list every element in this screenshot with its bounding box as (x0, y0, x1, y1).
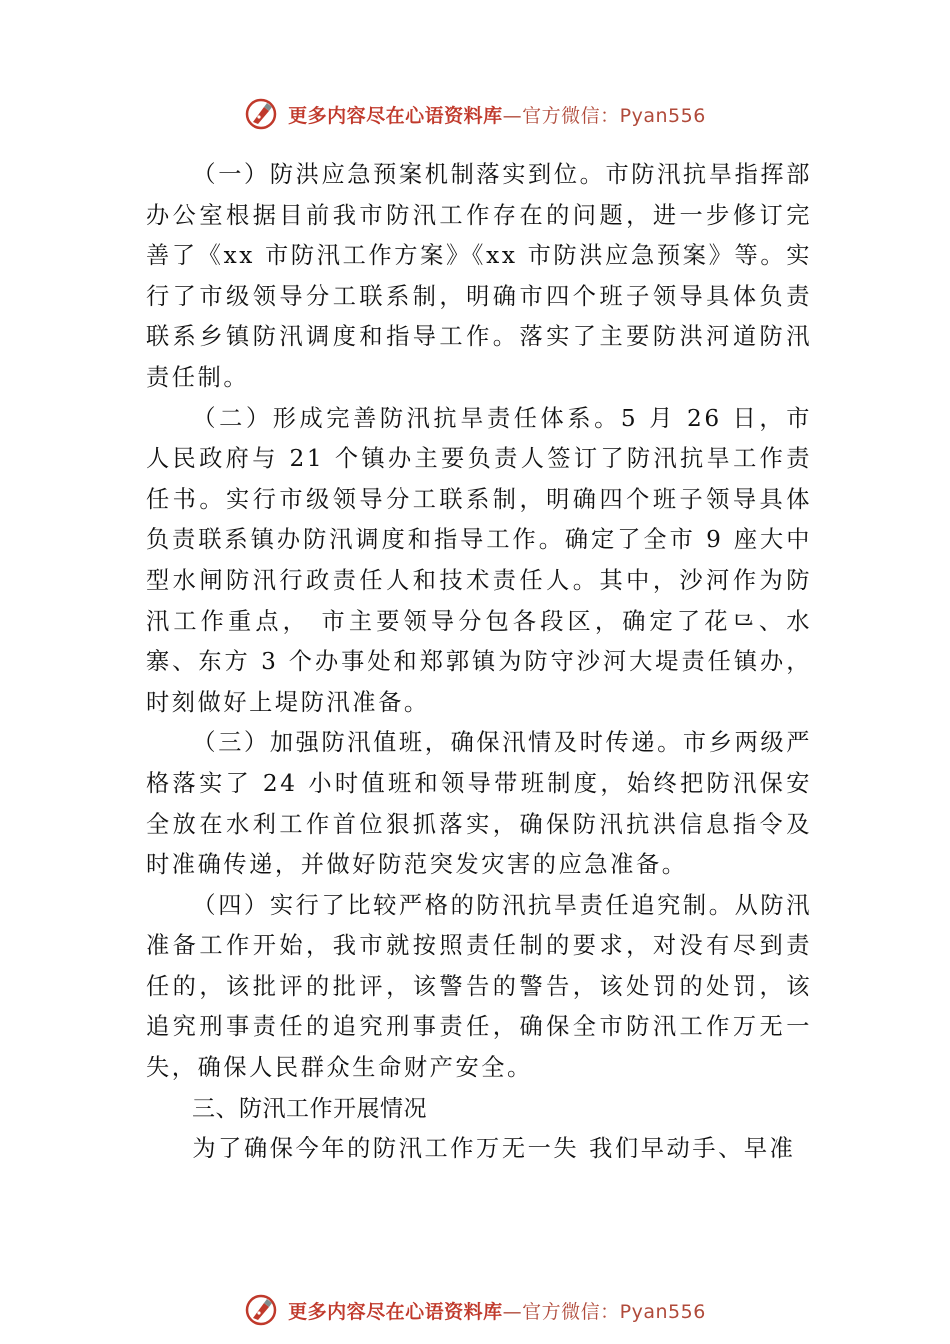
section-heading: 三、防汛工作开展情况 (192, 1095, 427, 1122)
pen-nib-logo-icon (244, 1293, 278, 1327)
paragraph-1: （一）防洪应急预案机制落实到位。市防汛抗旱指挥部办公室根据目前我市防汛工作存在的问题，进一步修订完善了《xx 市防汛工作方案》《xx 市防洪应急预案》等。实行了市级领导分工联系制，明确市四个班子领导具体负责联系乡镇防汛调度和指导工作。落实了主要防洪河道防汛责任制。 (146, 161, 812, 391)
banner-library-name: 更多内容尽在心语资料库 (288, 104, 503, 127)
paragraph-4: （四）实行了比较严格的防汛抗旱责任追究制。从防汛准备工作开始，我市就按照责任制的要求，对没有尽到责任的，该批评的批评，该警告的警告，该处罚的处罚，该追究刑事责任的追究刑事责任，确保全市防汛工作万无一失，确保人民群众生命财产安全。 (146, 891, 812, 1082)
pen-nib-logo-icon (244, 97, 278, 131)
banner-text (288, 101, 706, 128)
banner-wechat: 官方微信：Pyan556 (522, 1300, 706, 1323)
header-banner (0, 94, 950, 134)
banner-dash: — (502, 104, 523, 127)
document-body (146, 155, 812, 1170)
paragraph-5: 为了确保今年的防汛工作万无一失 我们早动手、早准 (192, 1135, 796, 1163)
banner-wechat: 官方微信：Pyan556 (522, 104, 706, 127)
paragraph-2: （二）形成完善防汛抗旱责任体系。5 月 26 日，市人民政府与 21 个镇办主要负责人签订了防汛抗旱工作责任书。实行市级领导分工联系制，明确四个班子领导具体负责联系镇办防汛调度和指导工作。确定了全市 9 座大中型水闸防汛行政责任人和技术责任人。其中，沙河作为防汛工作重点， 市主要领导分包各段区，确定了花⺋、水寨、东方 3 个办事处和郑郭镇为防守沙河大堤责任镇办，时刻做好上堤防汛准备。 (146, 404, 812, 716)
banner-library-name: 更多内容尽在心语资料库 (288, 1300, 503, 1323)
banner-text (288, 1297, 706, 1324)
footer-banner (0, 1290, 950, 1330)
paragraph-3: （三）加强防汛值班，确保汛情及时传递。市乡两级严格落实了 24 小时值班和领导带班制度，始终把防汛保安全放在水利工作首位狠抓落实，确保防汛抗洪信息指令及时准确传递，并做好防范突发灾害的应急准备。 (146, 729, 812, 879)
banner-dash: — (502, 1300, 523, 1323)
